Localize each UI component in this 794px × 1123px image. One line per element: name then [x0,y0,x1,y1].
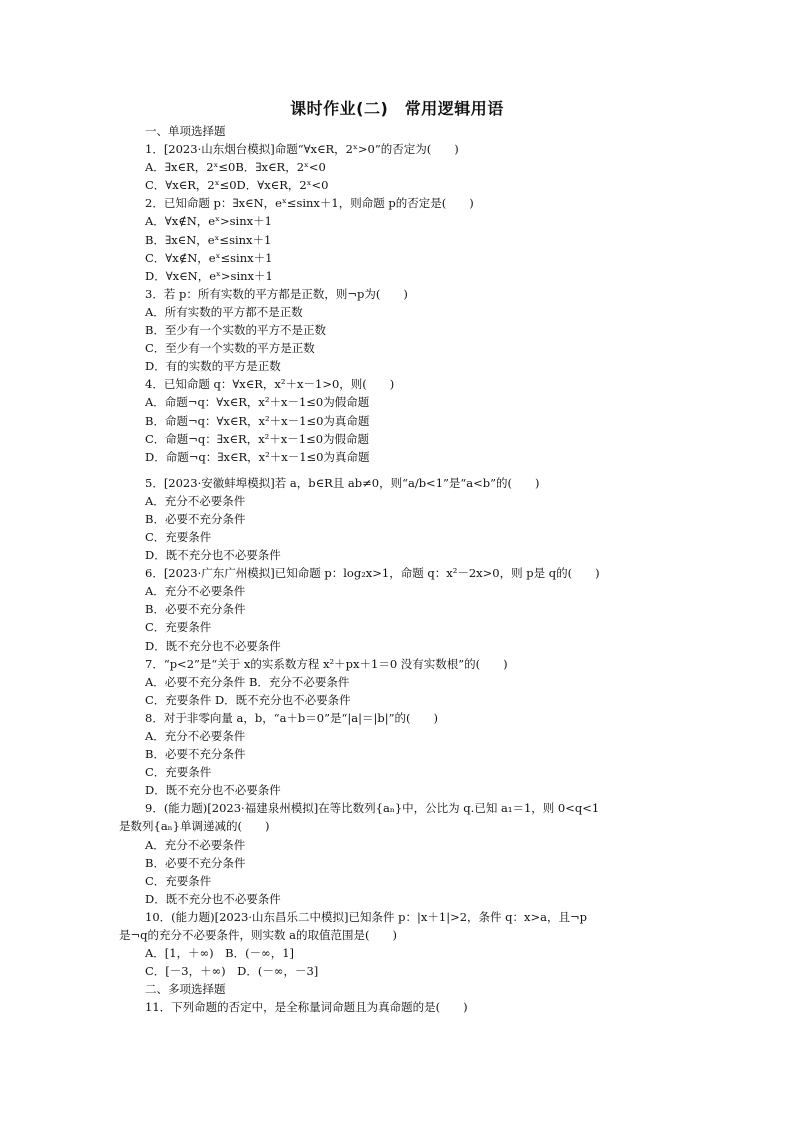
answer-option: D．既不充分也不必要条件 [145,891,281,906]
question-stem: 3．若 p：所有实数的平方都是正数，则¬p为( ) [145,286,408,301]
answer-option: D．既不充分也不必要条件 [145,783,281,798]
question-stem: 9．(能力题)[2023·福建泉州模拟]在等比数列{aₙ}中，公比为 q.已知 a₁＝1，则 0<q<1 [145,801,600,816]
answer-option: D．既不充分也不必要条件 [145,548,281,563]
answer-option: B．必要不充分条件 [145,855,246,870]
answer-option: A．充分不必要条件 [145,837,246,852]
answer-option: C．充要条件 [145,529,212,544]
answer-option: B．命题¬q：∀x∈R，x²＋x－1≤0为真命题 [145,413,370,428]
answer-option: D．∀x∈N，eˣ>sinx＋1 [145,268,273,283]
answer-option: C．∀x∈R，2ˣ≤0D．∀x∈R，2ˣ<0 [145,178,329,193]
page-title: 课时作业(二) 常用逻辑用语 [290,99,504,118]
question-stem: 7．“p<2”是“关于 x的实系数方程 x²＋px＋1＝0 没有实数根”的( ) [145,656,508,671]
answer-option: C．∀x∉N，eˣ≤sinx＋1 [145,250,273,265]
question-stem: 6．[2023·广东广州模拟]已知命题 p：log₂x>1，命题 q：x²－2x>0，则 p是 q的( ) [145,566,600,581]
answer-option: C．充要条件 D．既不充分也不必要条件 [145,692,351,707]
answer-option: C．充要条件 [145,873,212,888]
answer-option: A．∃x∈R，2ˣ≤0B．∃x∈R，2ˣ<0 [145,160,326,175]
answer-option: D．有的实数的平方是正数 [145,359,281,374]
question-stem: 10．(能力题)[2023·山东昌乐二中模拟]已知条件 p：|x＋1|>2，条件 q：x>a，且¬p [145,909,588,924]
question-stem: 4．已知命题 q：∀x∈R，x²＋x－1>0，则( ) [145,377,395,392]
answer-option: C．[－3，＋∞) D．(－∞，－3] [145,964,319,979]
answer-option: D．命题¬q：∃x∈R，x²＋x－1≤0为真命题 [145,449,370,464]
answer-option: A．充分不必要条件 [145,493,246,508]
answer-option: A．∀x∉N，eˣ>sinx＋1 [145,214,272,229]
section-heading: 一、单项选择题 [145,124,226,138]
question-stem-continued: 是¬q的充分不必要条件，则实数 a的取值范围是( ) [119,928,397,943]
answer-option: A．充分不必要条件 [145,584,246,599]
question-stem: 5．[2023·安徽蚌埠模拟]若 a，b∈R且 ab≠0，则“a/b<1”是“a<b”的( ) [145,475,540,490]
answer-option: B．必要不充分条件 [145,511,246,526]
answer-option: C．至少有一个实数的平方是正数 [145,341,315,356]
answer-option: A．[1，＋∞) B．(－∞，1] [145,946,294,961]
answer-option: B．必要不充分条件 [145,747,246,762]
answer-option: A．必要不充分条件 B．充分不必要条件 [145,674,350,689]
answer-option: A．所有实数的平方都不是正数 [145,304,303,319]
answer-option: D．既不充分也不必要条件 [145,638,281,653]
question-stem: 2．已知命题 p：∃x∈N，eˣ≤sinx＋1，则命题 p的否定是( ) [145,196,474,211]
answer-option: B．∃x∈N，eˣ≤sinx＋1 [145,232,272,247]
question-stem: 8．对于非零向量 a，b，“a＋b＝0”是“|a|＝|b|”的( ) [145,710,438,725]
section-heading: 二、多项选择题 [145,982,226,997]
question-stem: 11．下列命题的否定中，是全称量词命题且为真命题的是( ) [145,1000,468,1015]
answer-option: C．充要条件 [145,765,212,780]
answer-option: A．充分不必要条件 [145,729,246,743]
question-stem: 1．[2023·山东烟台模拟]命题“∀x∈R，2ˣ>0”的否定为( ) [145,142,459,157]
question-stem-continued: 是数列{aₙ}单调递减的( ) [119,819,270,834]
answer-option: A．命题¬q：∀x∈R，x²＋x－1≤0为假命题 [145,395,370,410]
answer-option: C．充要条件 [145,620,212,635]
answer-option: B．必要不充分条件 [145,602,246,617]
question-list [119,122,679,1017]
answer-option: C．命题¬q：∃x∈R，x²＋x－1≤0为假命题 [145,431,370,446]
answer-option: B．至少有一个实数的平方不是正数 [145,323,326,338]
